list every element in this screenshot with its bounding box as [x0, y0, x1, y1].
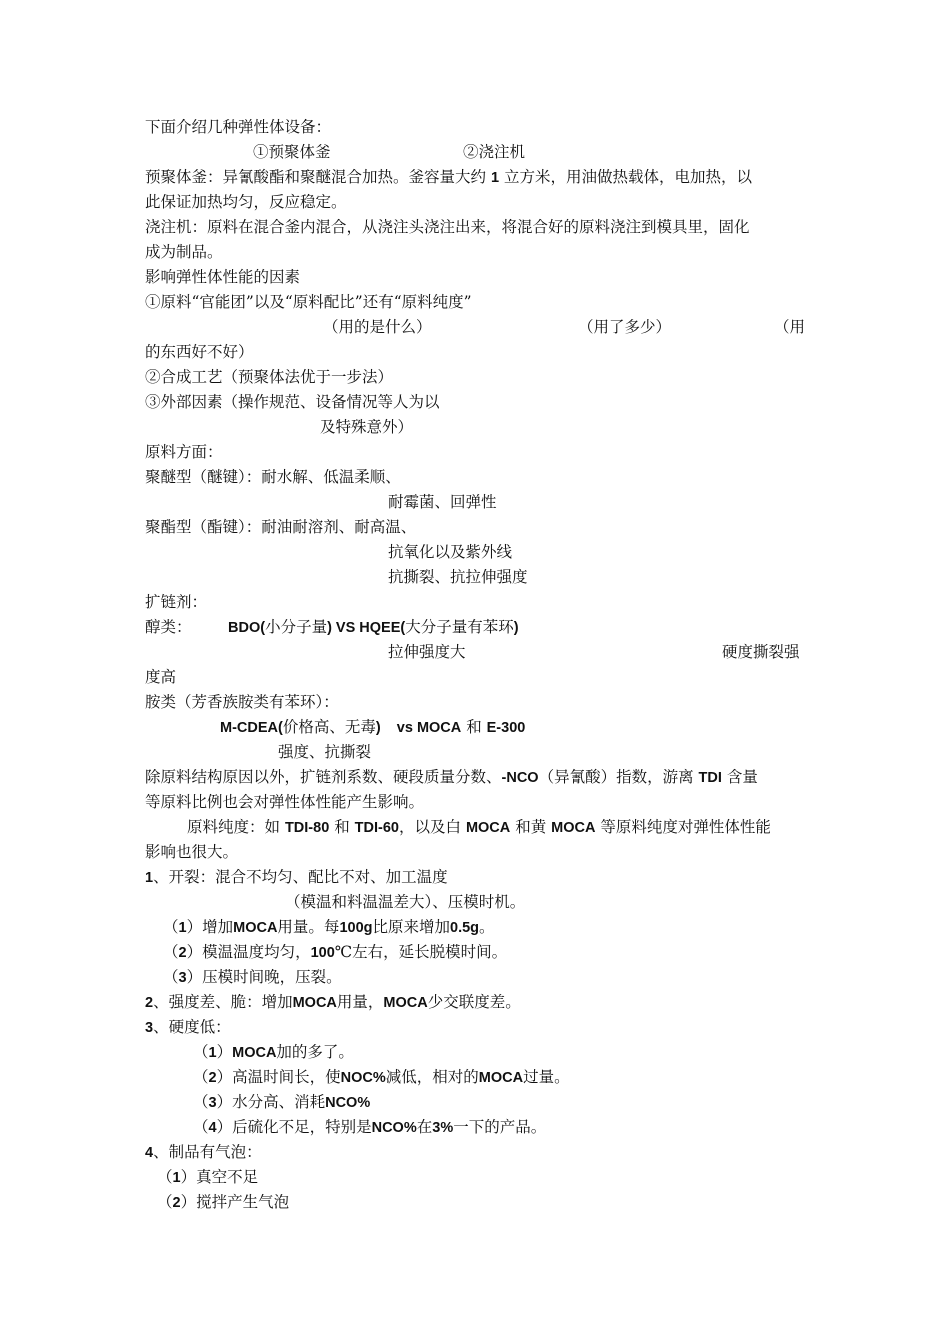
other-p2-line-1	[145, 815, 807, 841]
other-p1-tdi: TDI	[698, 770, 722, 786]
close-paren: )	[513, 620, 519, 636]
problem-3-text: 、硬度低：	[153, 1018, 231, 1036]
factor-1-note-cont	[145, 340, 807, 365]
step-100g: 100g	[339, 920, 373, 936]
step-text-2: 用量。每	[277, 918, 340, 936]
polyester-cont-1-text: 抗氧化以及紫外线	[388, 543, 513, 561]
problem-1-text: 、开裂：混合不均匀、配比不对、加工温度	[153, 868, 448, 886]
amine-compare-text	[220, 715, 525, 741]
step-text: ）后硫化不足，特别是	[216, 1118, 372, 1136]
step-100: 100	[310, 945, 335, 961]
step-moca: MOCA	[232, 1045, 277, 1061]
bdo-text: BDO(	[228, 620, 266, 636]
step-text-2: ℃左右，延长脱模时间。	[334, 943, 508, 961]
factor-1-text: ①原料“官能团”以及“原料配比”还有“原料纯度”	[145, 293, 472, 311]
alcohol-compare	[228, 615, 519, 641]
problem-2-num: 2	[145, 995, 154, 1011]
alcohol-label: 醇类：	[145, 618, 192, 636]
other-p2-c: 和黄	[515, 818, 547, 836]
problem-2-text-3: 少交联度差。	[427, 993, 521, 1011]
other-p1-nco: -NCO	[501, 770, 539, 786]
problem-3-num: 3	[145, 1020, 154, 1036]
other-p1-line-1	[145, 765, 807, 791]
other-p2-b: ，以及白	[399, 818, 462, 836]
step-moca: MOCA	[233, 920, 278, 936]
problem-2-moca: MOCA	[292, 995, 337, 1011]
alcohol-line	[145, 615, 807, 640]
equipment-item-1: ①预聚体釜	[253, 143, 331, 161]
materials-title-text: 原料方面：	[145, 443, 223, 461]
step-num: 4	[208, 1120, 217, 1136]
problem-4-step-1	[145, 1165, 807, 1191]
step-percent: 3%	[432, 1120, 454, 1136]
factor-3	[145, 390, 807, 415]
problem-4	[145, 1140, 807, 1166]
step-text: ）增加	[186, 918, 234, 936]
step-text: ）真空不足	[180, 1168, 259, 1186]
problem-1	[145, 865, 807, 891]
factor-1-note-2: （用了多少）	[578, 318, 672, 336]
step-num: 1	[178, 920, 187, 936]
step-text-2: 在	[416, 1118, 433, 1136]
other-p1-a: 除原料结构原因以外，扩链剂系数、硬段质量分数、	[145, 768, 502, 786]
vs-moca-text: ) vs MOCA	[375, 720, 462, 736]
other-p2-and: 和	[334, 818, 350, 836]
factors-title	[145, 265, 807, 290]
prepolymer-number: 1	[490, 170, 500, 186]
factor-2	[145, 365, 807, 390]
problem-4-num: 4	[145, 1145, 154, 1161]
prepolymer-line-2	[145, 190, 807, 215]
step-text: 加的多了。	[276, 1043, 354, 1061]
other-p2-tdi60: TDI-60	[354, 820, 399, 836]
step-text: ）水分高、消耗	[216, 1093, 326, 1111]
extender-title-text: 扩链剂：	[145, 593, 208, 611]
step-num: 2	[178, 945, 187, 961]
other-p1-b: （异氰酸）指数，游离	[538, 768, 694, 786]
casting-line-1	[145, 215, 807, 240]
casting-line-2	[145, 240, 807, 265]
problem-3-step-1	[145, 1040, 807, 1066]
polyether-cont-text: 耐霉菌、回弹性	[388, 493, 497, 511]
other-p1-c: 含量	[726, 768, 758, 786]
and-text: 和	[466, 718, 482, 736]
strength-note-text: 强度、抗撕裂	[278, 743, 372, 761]
step-num: 2	[172, 1195, 181, 1211]
other-p1-line-2	[145, 790, 807, 815]
mcdea-desc: 价格高、无毒	[282, 718, 376, 736]
casting-text-2: 成为制品。	[145, 243, 223, 261]
prepolymer-text-rest: 立方米，用油做热载体，电加热，以	[503, 168, 752, 186]
other-p2-line-2	[145, 840, 807, 865]
problem-2	[145, 990, 807, 1016]
other-p2-d: 等原料纯度对弹性体性能	[600, 818, 771, 836]
paren-open: （	[163, 943, 179, 961]
materials-title	[145, 440, 807, 465]
factor-1-note-3: （用	[774, 318, 806, 336]
problem-3	[145, 1015, 807, 1041]
factor-3-text: ③外部因素（操作规范、设备情况等人为以	[145, 393, 440, 411]
factors-title-text: 影响弹性体性能的因素	[145, 268, 301, 286]
tensile-note: 拉伸强度大	[388, 643, 466, 661]
paren-open: （	[163, 968, 179, 986]
intro-text: 下面介绍几种弹性体设备：	[145, 118, 332, 136]
amine-line	[145, 690, 807, 715]
hardness-cont-text: 度高	[145, 668, 177, 686]
problem-1-step-1	[145, 915, 807, 941]
factor-3-cont-text: 及特殊意外）	[320, 418, 414, 436]
paren-open: （	[157, 1193, 173, 1211]
problem-3-step-2	[145, 1065, 807, 1091]
polyester-cont-2-text: 抗撕裂、抗拉伸强度	[388, 568, 528, 586]
other-p2-a: 原料纯度：如	[187, 818, 281, 836]
step-text: ）压模时间晚，压裂。	[186, 968, 342, 986]
paren-open: （	[193, 1093, 209, 1111]
paren-close: ）	[216, 1043, 233, 1061]
prepolymer-text: 预聚体釜：异氰酸酯和聚醚混合加热。釜容量大约	[145, 168, 487, 186]
step-num: 1	[172, 1170, 181, 1186]
paren-open: （	[157, 1168, 173, 1186]
other-p2-tdi80: TDI-80	[284, 820, 330, 836]
problem-1-step-3	[145, 965, 807, 991]
problem-2-moca-2: MOCA	[383, 995, 428, 1011]
problem-1-num: 1	[145, 870, 154, 886]
paren-open: （	[193, 1068, 209, 1086]
hardness-cont	[145, 665, 807, 690]
factor-2-text: ②合成工艺（预聚体法优于一步法）	[145, 368, 394, 386]
factor-1-note-cont-text: 的东西好不好）	[145, 343, 254, 361]
other-p1-line-2-text: 等原料比例也会对弹性体性能产生影响。	[145, 793, 425, 811]
step-num: 2	[208, 1070, 217, 1086]
bdo-desc: 小分子量	[265, 618, 328, 636]
problem-1-cont-text: （模温和料温温差大）、压模时机。	[285, 893, 526, 911]
step-moca: MOCA	[478, 1070, 524, 1086]
vs-hqee-text: ) VS HQEE(	[327, 620, 406, 636]
problem-2-text-2: 用量，	[336, 993, 384, 1011]
equipment-item-2: ②浇注机	[463, 143, 526, 161]
problem-1-step-2	[145, 940, 807, 966]
amine-text: 胺类（芳香族胺类有苯环）：	[145, 693, 339, 711]
factor-1	[145, 290, 807, 315]
problem-3-step-4	[145, 1115, 807, 1141]
step-end: 。	[479, 918, 495, 936]
factor-1-note-1: （用的是什么）	[323, 318, 432, 336]
prepolymer-line-1	[145, 165, 807, 191]
hardness-note: 硬度撕裂强	[722, 643, 800, 661]
polyester-text: 聚酯型（酯键）：耐油耐溶剂、耐高温、	[145, 518, 417, 536]
step-text-3: 一下的产品。	[453, 1118, 547, 1136]
polyether-text: 聚醚型（醚键）：耐水解、低温柔顺、	[145, 468, 401, 486]
problem-3-step-3	[145, 1090, 807, 1116]
step-text-3: 过量。	[523, 1068, 570, 1086]
e300-text: E-300	[486, 720, 526, 736]
other-p2-moca2: MOCA	[551, 820, 596, 836]
extender-title	[145, 590, 807, 615]
step-text: ）模温温度均匀，	[186, 943, 311, 961]
problem-2-text: 、强度差、脆：增加	[153, 993, 293, 1011]
problem-4-step-2	[145, 1190, 807, 1216]
mcdea-text: M-CDEA(	[220, 720, 283, 736]
step-text: ）高温时间长，使	[216, 1068, 341, 1086]
hqee-desc: 大分子量有苯环	[405, 618, 514, 636]
casting-text: 浇注机：原料在混合釜内混合，从浇注头浇注出来，将混合好的原料浇注到模具里，固化	[145, 218, 750, 236]
step-num: 1	[208, 1045, 217, 1061]
other-p2-moca1: MOCA	[465, 820, 511, 836]
paren-open: （	[163, 918, 179, 936]
step-nco: NCO%	[325, 1095, 371, 1111]
intro-line	[145, 115, 807, 140]
step-text-3: 比原来增加	[372, 918, 451, 936]
paren-open: （	[193, 1118, 209, 1136]
step-num: 3	[178, 970, 187, 986]
prepolymer-text-2: 此保证加热均匀，反应稳定。	[145, 193, 347, 211]
step-num: 3	[208, 1095, 217, 1111]
problem-4-text: 、制品有气泡：	[153, 1143, 262, 1161]
polyether-line	[145, 465, 807, 490]
step-text-2: 减低，相对的	[385, 1068, 479, 1086]
step-nco: NOC%	[340, 1070, 386, 1086]
other-p2-line-2-text: 影响也很大。	[145, 843, 239, 861]
step-text: ）搅拌产生气泡	[180, 1193, 290, 1211]
step-nco: NCO%	[371, 1120, 417, 1136]
polyester-line	[145, 515, 807, 540]
paren-open: （	[193, 1043, 209, 1061]
step-05g: 0.5g	[450, 920, 480, 936]
